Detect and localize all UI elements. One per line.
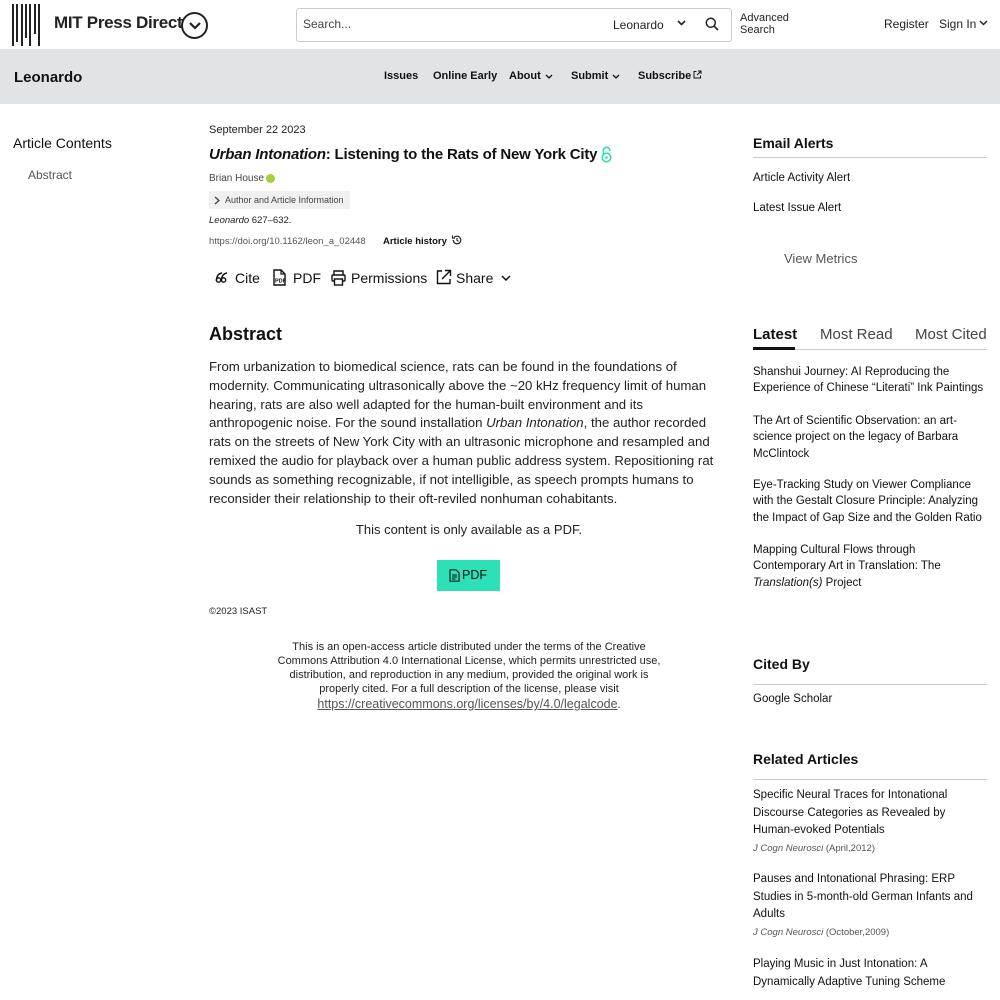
- related-article-meta: [753, 842, 987, 856]
- related-article-link[interactable]: Specific Neural Traces for Intonational Discourse Categories as Revealed by Human-evoked Potentials: [753, 789, 948, 836]
- open-access-icon: [601, 146, 612, 163]
- license-link[interactable]: https://creativecommons.org/licenses/by/4.0/legalcode: [317, 697, 618, 711]
- nav-about[interactable]: [509, 70, 553, 82]
- chevron-right-icon: [214, 196, 220, 205]
- divider: [753, 779, 987, 780]
- search-input[interactable]: [303, 17, 593, 31]
- author-info-toggle[interactable]: [209, 191, 350, 209]
- citation-pages: 627–632.: [249, 215, 292, 226]
- related-article-meta: [753, 926, 987, 940]
- related-date: (April,2012): [823, 842, 875, 854]
- site-header: [0, 0, 1000, 50]
- search-scope-select[interactable]: Leonardo: [613, 18, 664, 32]
- nav-submit-label: Submit: [571, 70, 609, 82]
- pdf-file-icon: [449, 569, 460, 582]
- related-article-link[interactable]: Playing Music in Just Intonation: A Dynamically Adaptive Tuning Scheme: [753, 958, 946, 988]
- abstract-part-1: From urbanization to biomedical science, rats can be found in the foundations of modernity. Communicating ultrasonically above the ~20 kHz frequency limit of human hearing, rats are also well adapted for the human-built environment and its anthropogenic noise. For the sound installation: [209, 359, 707, 431]
- active-tab-indicator: [753, 347, 795, 350]
- license-notice: [274, 640, 664, 712]
- chevron-down-icon[interactable]: [677, 20, 686, 26]
- related-article-link[interactable]: Pauses and Intonational Phrasing: ERP Studies in 5-month-old German Infants and Adults: [753, 873, 973, 920]
- cited-by-title: Cited By: [753, 656, 810, 672]
- citation-line: [209, 215, 291, 226]
- pdf-label: PDF: [293, 270, 321, 286]
- doi-link[interactable]: https://doi.org/10.1162/leon_a_02448: [209, 236, 366, 247]
- nav-issues[interactable]: Issues: [384, 70, 419, 82]
- article-activity-alert-link[interactable]: Article Activity Alert: [753, 172, 851, 184]
- permissions-icon: [331, 269, 346, 286]
- nav-submit[interactable]: [571, 70, 620, 82]
- email-alerts-title: Email Alerts: [753, 135, 834, 151]
- author-info-label: Author and Article Information: [225, 195, 344, 205]
- chevron-down-icon: [545, 74, 553, 79]
- publication-date: September 22 2023: [209, 124, 306, 136]
- article-history-link[interactable]: Article history: [383, 236, 447, 247]
- abstract-heading: Abstract: [209, 324, 283, 344]
- site-menu-toggle[interactable]: [181, 12, 208, 39]
- article-title-italic: Urban Intonation: [209, 146, 326, 163]
- brand-name[interactable]: MIT Press Direct: [54, 13, 183, 32]
- quote-icon: [215, 269, 231, 285]
- search-bar: [296, 8, 732, 42]
- author-name[interactable]: Brian House: [209, 173, 265, 184]
- chevron-down-icon[interactable]: [979, 20, 988, 26]
- journal-name[interactable]: Leonardo: [14, 69, 83, 86]
- latest-issue-alert-link[interactable]: Latest Issue Alert: [753, 202, 842, 214]
- nav-subscribe-label: Subscribe: [638, 70, 692, 82]
- related-journal: J Cogn Neurosci: [753, 926, 824, 938]
- related-date: (October,2009): [823, 926, 890, 938]
- related-journal: J Cogn Neurosci: [753, 842, 824, 854]
- nav-online-early[interactable]: Online Early: [433, 70, 498, 82]
- share-label: Share: [456, 270, 494, 286]
- abstract-body: [209, 358, 729, 508]
- journal-nav-bar: [0, 50, 1000, 104]
- related-article: [753, 956, 987, 991]
- pdf-only-notice: This content is only available as a PDF.: [355, 522, 583, 537]
- latest-article-link[interactable]: The Art of Scientific Observation: an art-science project on the legacy of Barbara McClintock: [753, 415, 959, 460]
- external-link-icon: [693, 70, 702, 79]
- google-scholar-link[interactable]: Google Scholar: [753, 693, 833, 705]
- license-text: This is an open-access article distributed under the terms of the Creative Commons Attribution 4.0 International License, which permits unrestricted use, distribution, and reproduction in any medium, provided the original work is properly cited. For a full description of the license, please visit: [277, 641, 661, 695]
- related-articles-title: Related Articles: [753, 751, 859, 767]
- svg-text:PDF: PDF: [275, 278, 286, 285]
- related-article: [753, 871, 987, 940]
- register-link[interactable]: Register: [884, 17, 929, 31]
- nav-subscribe[interactable]: [638, 70, 702, 82]
- search-icon[interactable]: [705, 17, 719, 31]
- advanced-search-label-1: Advanced: [740, 12, 789, 24]
- chevron-down-icon: [501, 275, 511, 281]
- latest-article-text: Mapping Cultural Flows through Contemporary Art in Translation: The: [753, 544, 941, 573]
- latest-article-italic: Translation(s): [753, 576, 823, 589]
- orcid-icon[interactable]: [266, 174, 275, 183]
- article-title: [209, 146, 597, 163]
- history-icon[interactable]: [451, 234, 463, 246]
- copyright-notice: ©2023 ISAST: [209, 606, 268, 617]
- chevron-down-icon: [189, 22, 201, 30]
- article-contents-title: Article Contents: [13, 135, 112, 151]
- divider: [753, 684, 987, 685]
- pdf-file-icon: [272, 269, 287, 286]
- sign-in-link[interactable]: Sign In: [939, 17, 977, 31]
- latest-article-link[interactable]: Shanshui Journey: AI Reproducing the Experience of Chinese “Literati” Ink Paintings: [753, 366, 984, 395]
- tab-latest[interactable]: Latest: [753, 326, 798, 343]
- related-article: [753, 787, 987, 856]
- latest-article-tail: Project: [822, 576, 862, 589]
- mit-press-logo[interactable]: [12, 4, 40, 46]
- citation-journal: Leonardo: [209, 215, 250, 226]
- divider: [753, 157, 987, 158]
- advanced-search-label-2: Search: [740, 24, 775, 36]
- tab-most-cited[interactable]: Most Cited: [915, 326, 987, 343]
- contents-item-abstract[interactable]: Abstract: [28, 168, 73, 182]
- license-period: .: [617, 699, 621, 711]
- advanced-search-link[interactable]: [740, 12, 789, 36]
- chevron-down-icon: [612, 74, 620, 79]
- cite-label: Cite: [235, 270, 260, 286]
- view-metrics-link[interactable]: View Metrics: [784, 251, 858, 266]
- article-title-rest: : Listening to the Rats of New York City: [325, 146, 598, 163]
- latest-article-link[interactable]: Eye-Tracking Study on Viewer Compliance with the Gestalt Closure Principle: Analyzing the Impact of Gap Size and the Golden Ratio: [753, 479, 982, 524]
- tab-most-read[interactable]: Most Read: [820, 326, 893, 343]
- abstract-italic: Urban Intonation: [486, 415, 584, 431]
- abstract-part-2: , the author recorded rats on the streets of New York City with an ultrasonic microphone and resampled and remixed the audio for playback over a human public address system. Repositioning rat sounds as something recognizable, if not intelligible, as speech prompts humans to reconsider their relationship to their oft-reviled nonhuman cohabitants.: [209, 415, 714, 506]
- share-icon: [436, 269, 452, 285]
- nav-about-label: About: [509, 70, 541, 82]
- pdf-button-label: PDF: [462, 568, 487, 582]
- permissions-label: Permissions: [351, 270, 428, 286]
- latest-article-link[interactable]: [753, 542, 987, 591]
- pdf-button[interactable]: [437, 560, 500, 591]
